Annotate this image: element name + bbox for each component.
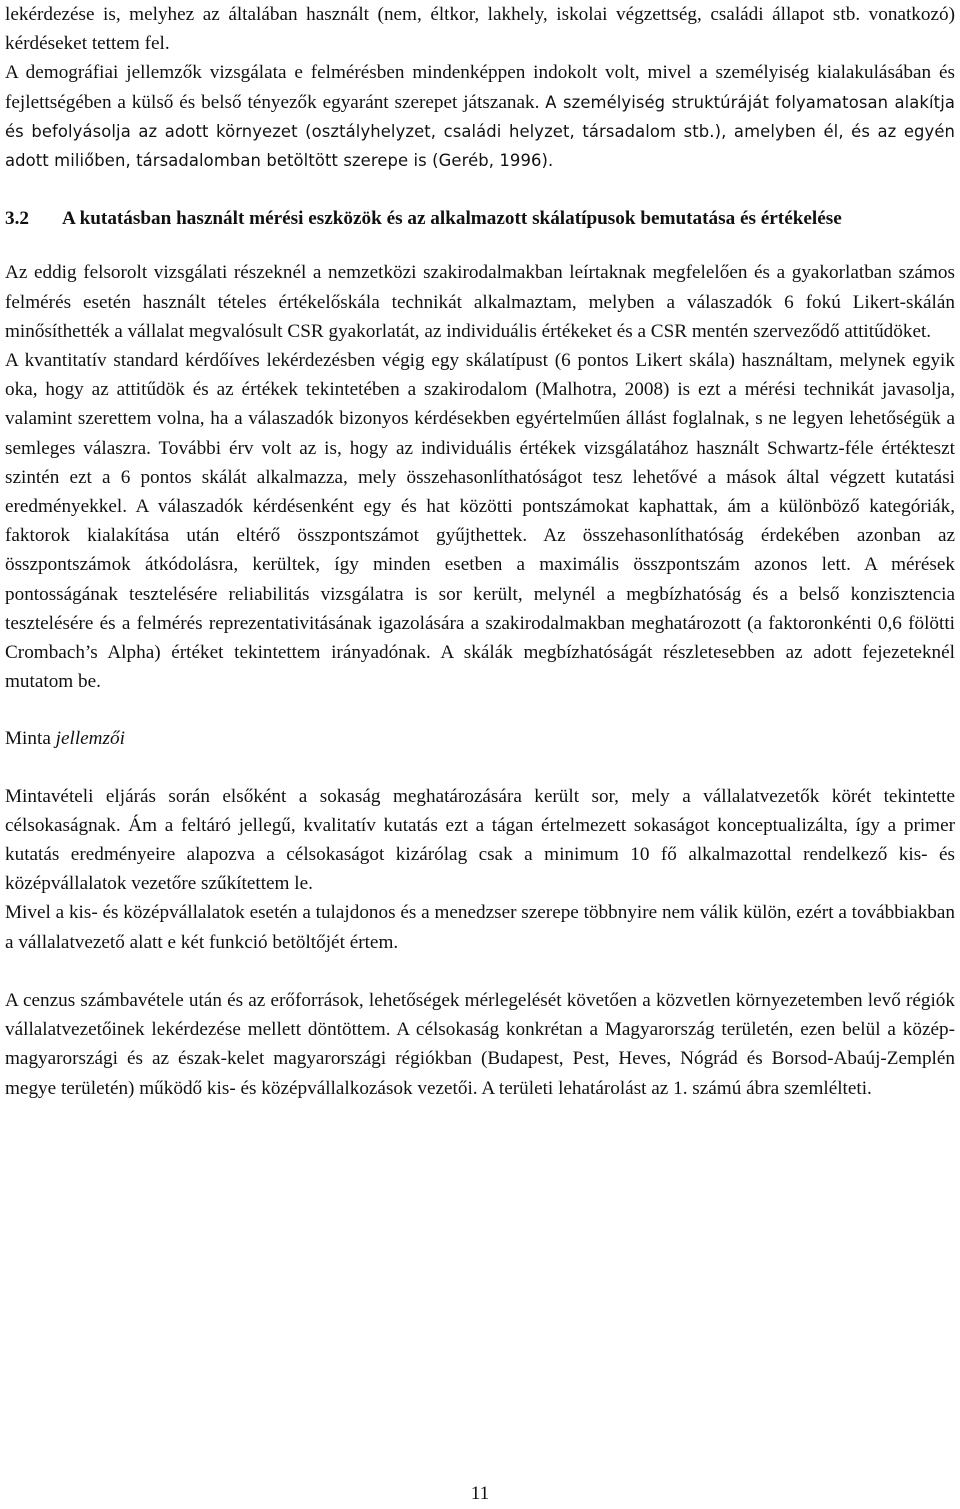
paragraph-owner-manager: Mivel a kis- és középvállalatok esetén a tulajdonos és a menedzser szerepe többnyire nem válik külön, ezért a továbbiakban a vállalatvezető alatt e két funkció betöltőjét értem.	[5, 902, 955, 953]
section-heading	[5, 204, 955, 233]
paragraph-likert-scale: A kvantitatív standard kérdőíves lekérdezésben végig egy skálatípust (6 pontos Likert skála) használtam, melynek egyik oka, hogy az attitűdök és az értékek tekintetében a szakirodalom (Malhotra, 2008) is ezt a mérési technikát javasolja, valamint szerettem volna, ha a válaszadók bizonyos kérdésekben egyértelműen állást foglalnak, s ne legyen lehetőségük a semleges válaszra. További érv volt az is, hogy az individuális értékek vizsgálatához használt Schwartz-féle értékteszt szintén ezt a 6 pontos skálát alkalmazza, mely összehasonlíthatóságot tesz lehetővé a mások által végzett kutatási eredményekkel. A válaszadók kérdésenként egy és hat közötti pontszámokat kaphattak, ám a különböző kategóriák, faktorok kialakítása után eltérő összpontszámot gyűjthettek. Az összehasonlíthatóság érdekében azonban az összpontszámok átkódolásra, kerültek, így minden esetben a maximális összpontszám azonos lett. A mérések pontosságának tesztelésére reliabilitás vizsgálatra is sor került, melynél a megbízhatóság és a belső konzisztencia tesztelésére és a felmérés reprezentativitásának igazolására a szakirodalmakban meghatározott (a faktoronkénti 0,6 fölötti Crombach’s Alpha) értéket tekintettem irányadónak. A skálák megbízhatóságát részletesebben az adott fejezeteknél mutatom be.	[5, 350, 955, 693]
intro-paragraph	[5, 0, 955, 175]
paragraph-census: A cenzus számbavétele után és az erőforrások, lehetőségek mérlegelését követően a közvetlen környezetemben levő régiók vállalatvezetőinek lekérdezése mellett döntöttem. A célsokaság konkrétan a Magyarország területén, ezen belül a közép-magyarországi és az észak-kelet magyarországi régiókban (Budapest, Pest, Heves, Nógrád és Borsod-Abaúj-Zemplén megye területén) működő kis- és középvállalkozások vezetői. A területi lehatárolást az 1. számú ábra szemlélteti.	[5, 989, 955, 1099]
paragraph-measurement-tools: Az eddig felsorolt vizsgálati részeknél a nemzetközi szakirodalmakban leírtaknak megfelelően és a gyakorlatban számos felmérés esetén használt tételes értékelőskála technikát alkalmaztam, melyben a válaszadók 6 fokú Likert-skálán minősíthették a vállalat megvalósult CSR gyakorlatát, az individuális értékeket és a CSR mentén szerveződő attitűdöket.	[5, 262, 955, 342]
section-title: A kutatásban használt mérési eszközök és az alkalmazott skálatípusok bemutatása és értékelése	[62, 208, 842, 230]
page-number: 11	[470, 1483, 490, 1504]
paragraph-sampling: Mintavételi eljárás során elsőként a sokaság meghatározására került sor, mely a vállalatvezetők körét tekintette célsokaságnak. Ám a feltáró jellegű, kvalitatív kutatás ezt a tágan értelmezett sokaságot konceptualizálta, így a primer kutatás eredményeire alapozva a célsokaságot kizárólag csak a minimum 10 fő alkalmazottal rendelkező kis- és középvállalatok vezetőre szűkítettem le.	[5, 785, 955, 895]
intro-text-demographics: A demográfiai jellemzők vizsgálata e felmérésben mindenképpen indokolt volt, mivel a személyiség kialakulásában és fejlettségében a külső és belső tényezők egyaránt szerepet játszanak.	[5, 62, 955, 113]
document-page	[5, 0, 955, 1103]
subsection-word-jellemzoi: jellemzői	[55, 728, 125, 750]
intro-text-personality: A személyiség struktúráját folyamatosan alakítja és befolyásolja az adott környezet (osztályhelyzet, családi helyzet, társadalom stb.), amelyben él, és az egyén adott miliőben, társadalomban betöltött szerepe is (Geréb, 1996).	[5, 92, 955, 171]
subsection-word-minta: Minta	[5, 728, 51, 750]
subsection-heading	[5, 724, 955, 753]
section-number: 3.2	[5, 208, 29, 230]
intro-text-start: lekérdezése is, melyhez az általában használt (nem, éltkor, lakhely, iskolai végzettség, családi állapot stb. vonatkozó) kérdéseket tettem fel.	[5, 4, 955, 55]
